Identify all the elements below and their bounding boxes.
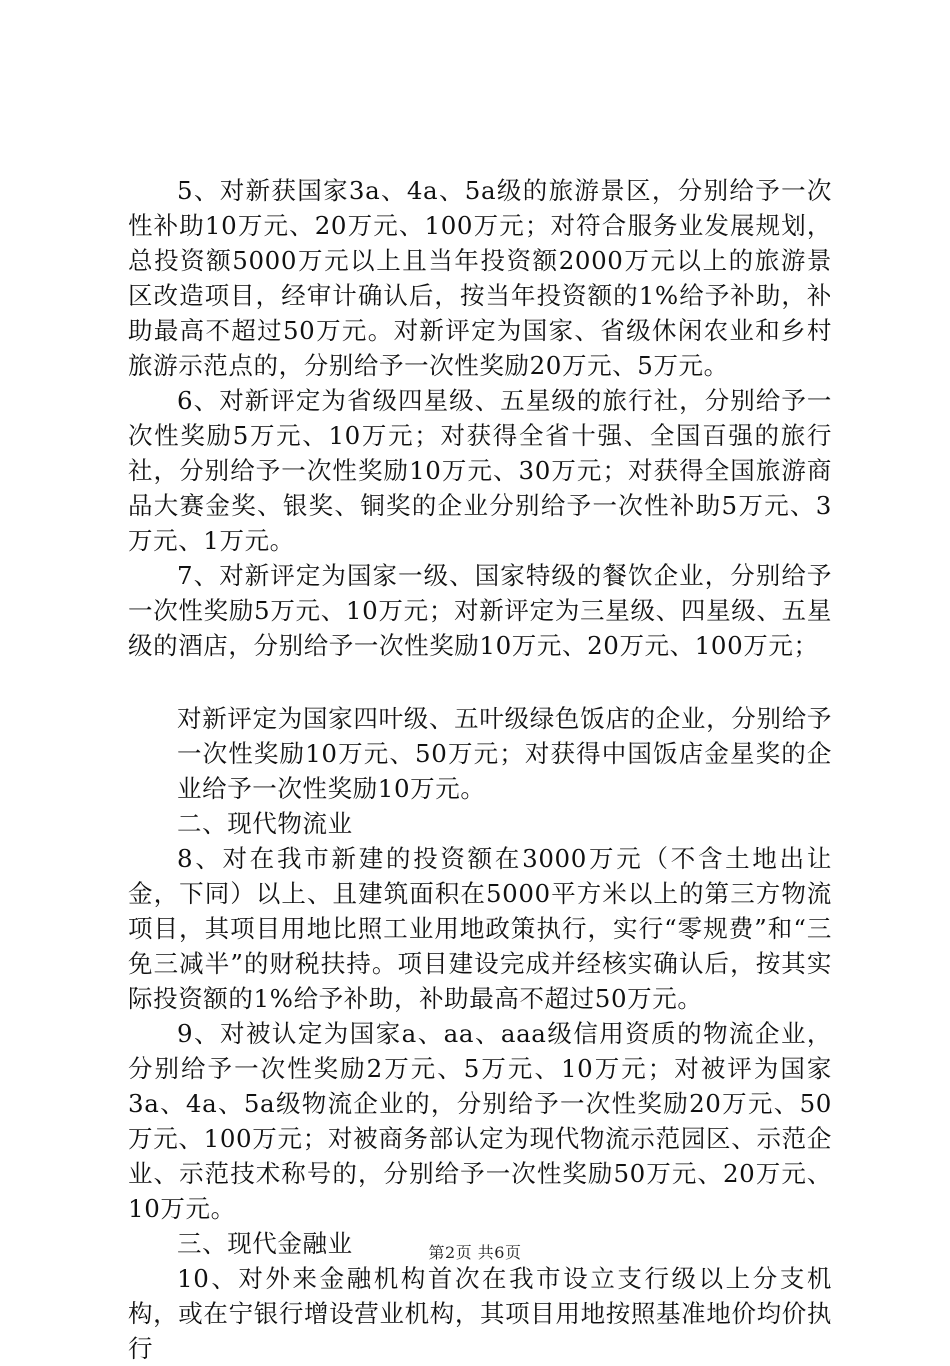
paragraph-finance-institutions: 10、对外来金融机构首次在我市设立支行级以上分支机构，或在宁银行增设营业机构，其项目用地按照基准地价均价执行 <box>128 1264 832 1363</box>
paragraph-logistics-projects: 8、对在我市新建的投资额在3000万元（不含土地出让金，下同）以上、且建筑面积在5000平方米以上的第三方物流项目，其项目用地比照工业用地政策执行，实行“零规费”和“三免三减半”的财税扶持。项目建设完成并经核实确认后，按其实际投资额的1%给予补助，补助最高不超过50万元。 <box>128 844 832 1013</box>
document-body <box>128 173 832 1366</box>
page-number-footer: 第2页 共6页 <box>428 1243 522 1262</box>
paragraph-tourism-scenic-areas: 5、对新获国家3a、4a、5a级的旅游景区，分别给予一次性补助10万元、20万元、100万元；对符合服务业发展规划，总投资额5000万元以上且当年投资额2000万元以上的旅游景区改造项目，经审计确认后，按当年投资额的1%给予补助，补助最高不超过50万元。对新评定为国家、省级休闲农业和乡村旅游示范点的，分别给予一次性奖励20万元、5万元。 <box>128 176 832 380</box>
paragraph-logistics-credit: 9、对被认定为国家a、aa、aaa级信用资质的物流企业，分别给予一次性奖励2万元、5万元、10万元；对被评为国家3a、4a、5a级物流企业的，分别给予一次性奖励20万元、50万元、100万元；对被商务部认定为现代物流示范园区、示范企业、示范技术称号的，分别给予一次性奖励50万元、20万元、10万元。 <box>128 1019 832 1223</box>
section-heading-logistics: 二、现代物流业 <box>177 809 353 838</box>
paragraph-green-hotels: 对新评定为国家四叶级、五叶级绿色饭店的企业，分别给予一次性奖励10万元、50万元；对获得中国饭店金星奖的企业给予一次性奖励10万元。 <box>177 704 832 803</box>
paragraph-catering-hotels: 7、对新评定为国家一级、国家特级的餐饮企业，分别给予一次性奖励5万元、10万元；对新评定为三星级、四星级、五星级的酒店，分别给予一次性奖励10万元、20万元、100万元； <box>128 561 832 660</box>
paragraph-travel-agencies: 6、对新评定为省级四星级、五星级的旅行社，分别给予一次性奖励5万元、10万元；对获得全省十强、全国百强的旅行社，分别给予一次性奖励10万元、30万元；对获得全国旅游商品大赛金奖、银奖、铜奖的企业分别给予一次性补助5万元、3万元、1万元。 <box>128 386 832 555</box>
section-heading-finance: 三、现代金融业 <box>177 1229 353 1258</box>
